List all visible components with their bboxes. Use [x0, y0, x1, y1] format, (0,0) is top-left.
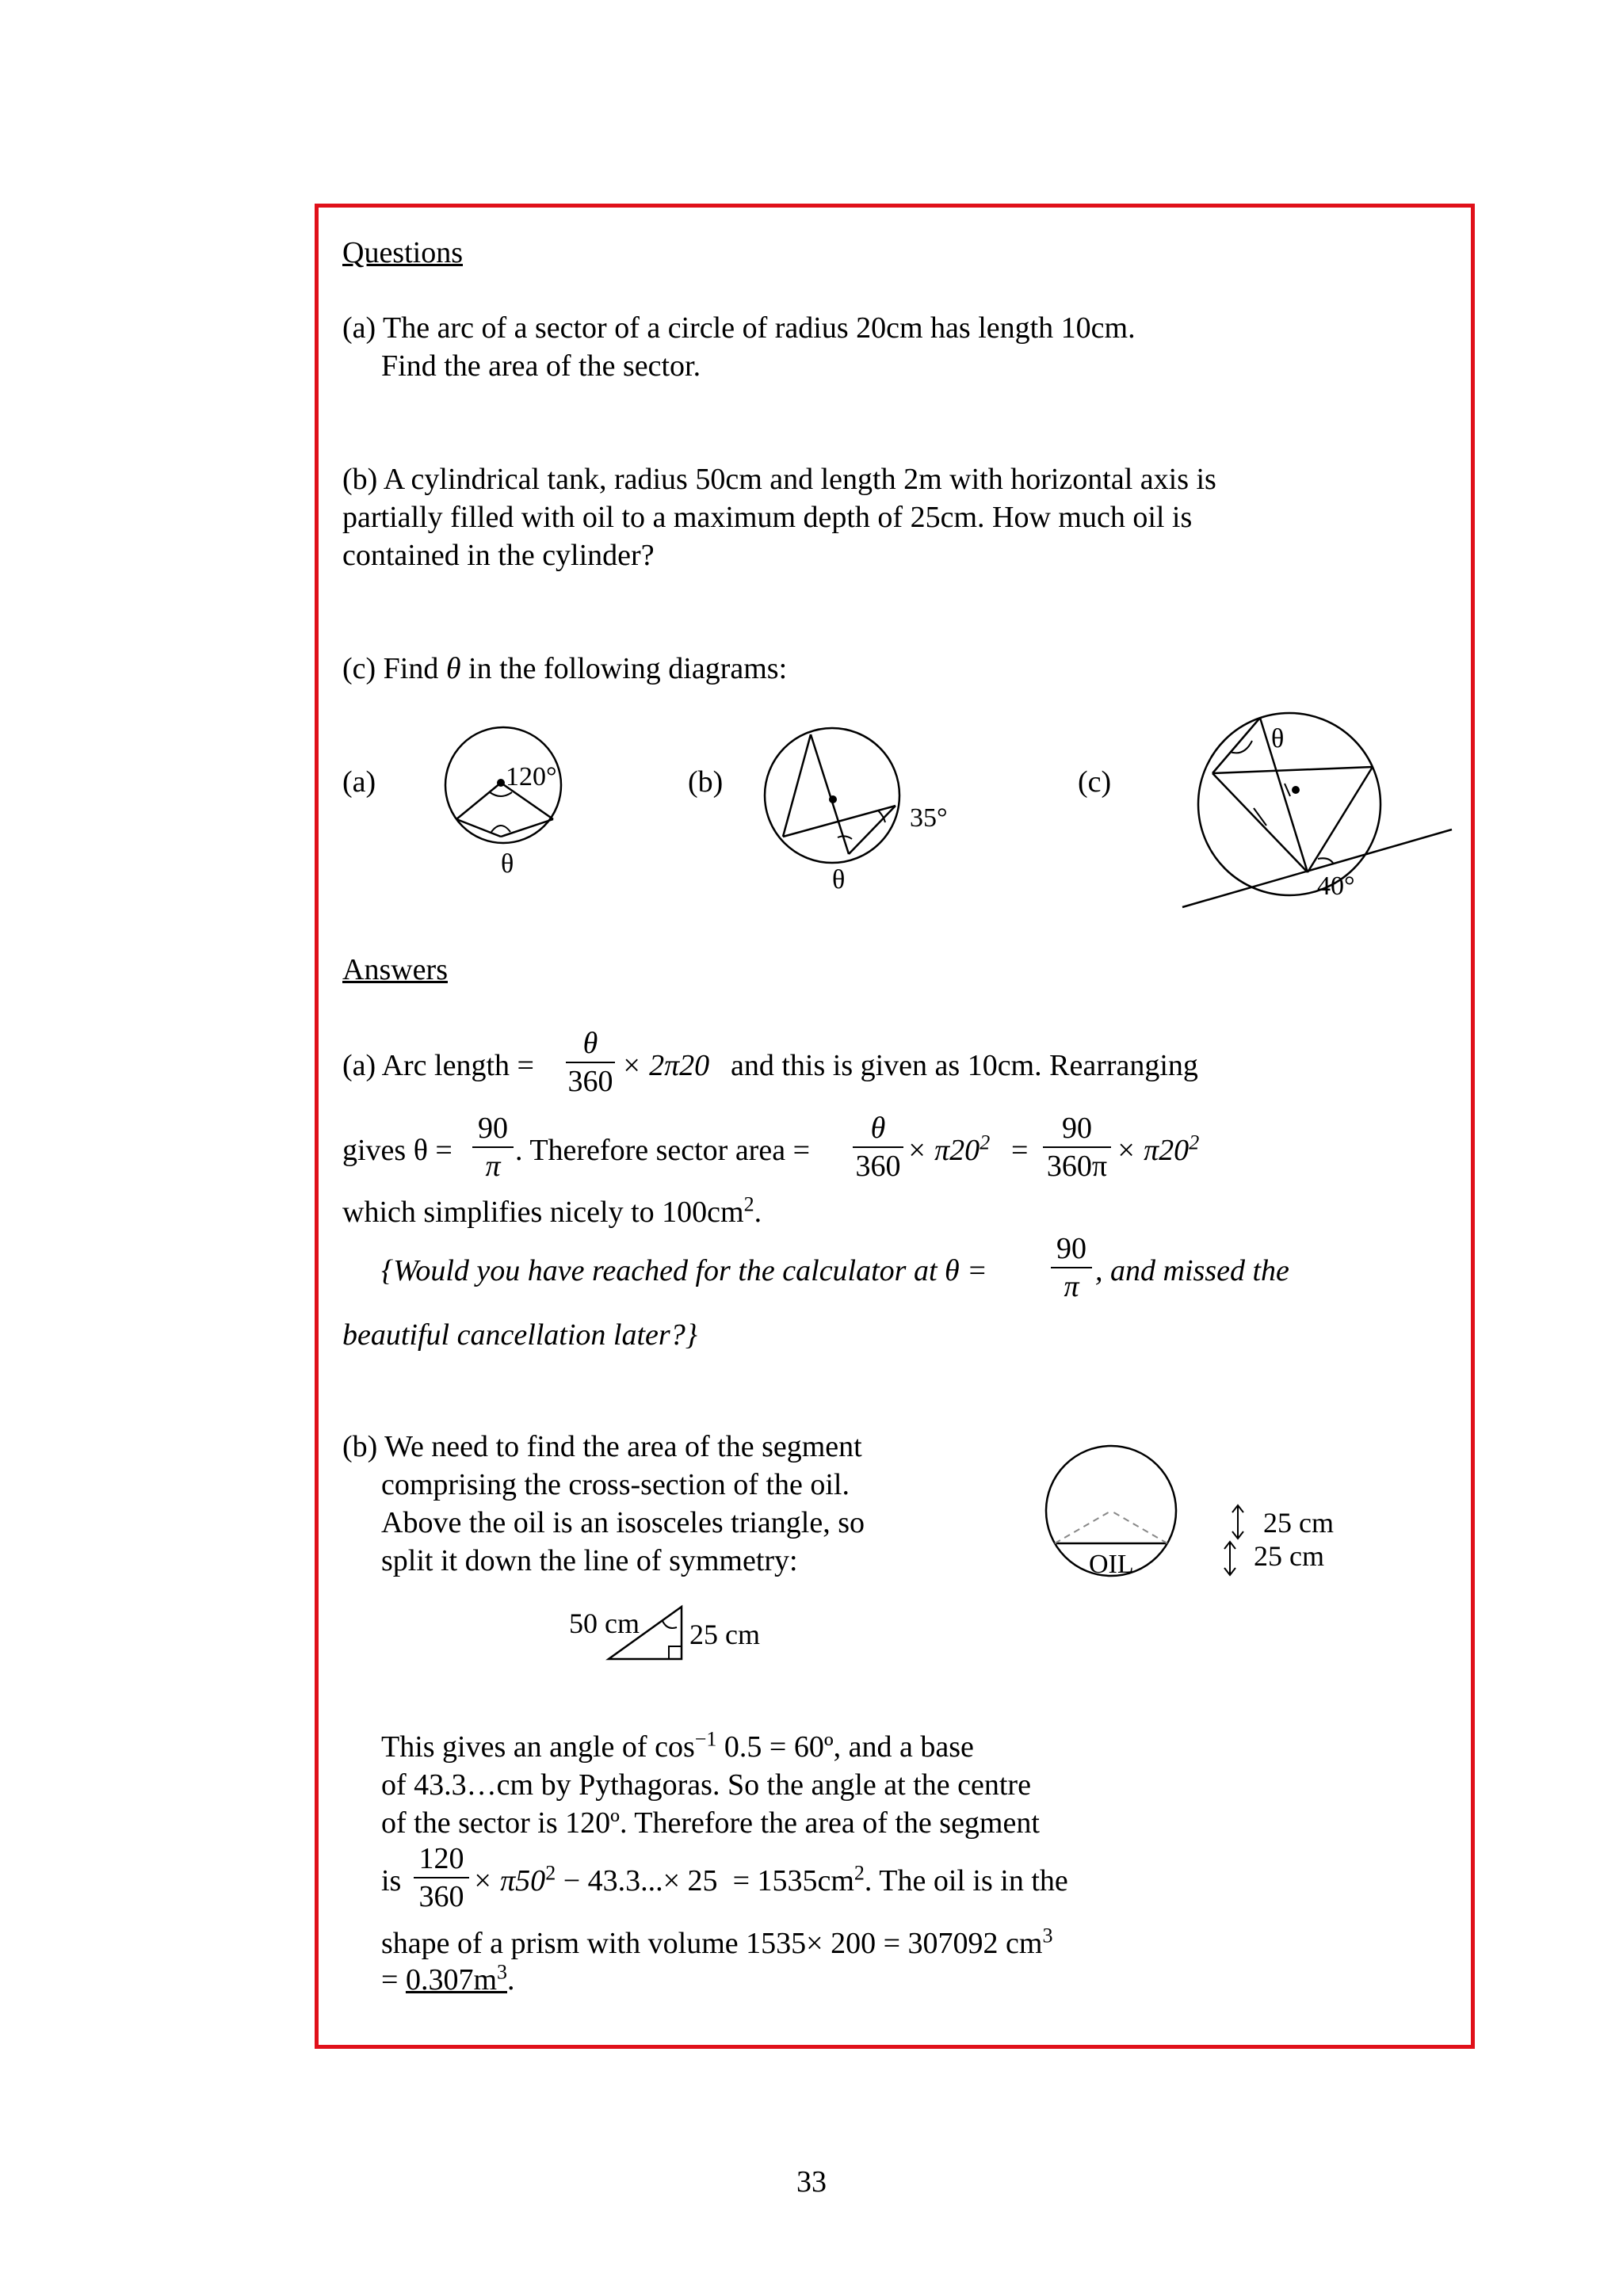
fraction-bar — [414, 1877, 469, 1878]
final-answer: $0.307m^3$ — [405, 1960, 507, 1997]
page-number: 33 — [796, 2165, 827, 2199]
diagram-c-theta: θ — [1271, 724, 1285, 753]
fraction-bar — [472, 1146, 514, 1148]
fraction-numerator: 90 — [1062, 1112, 1092, 1145]
double-arrow-icon — [1230, 1504, 1246, 1540]
answer-a-fraction-4 — [1043, 1112, 1111, 1182]
answer-b-para5: shape of a prism with volume 1535× 200 = 307092 $cm^3$ — [381, 1924, 1053, 1960]
answer-b-para3: of the sector is 120º. Therefore the area of the segment — [381, 1806, 1040, 1840]
fraction-denominator: π — [485, 1150, 501, 1183]
fraction-denominator: 360 — [855, 1150, 901, 1183]
fraction-numerator: θ — [870, 1112, 886, 1145]
questions-heading: Questions — [342, 236, 463, 269]
answer-a-prefix: (a) Arc length = — [342, 1049, 534, 1082]
answer-a-simplifies: which simplifies nicely to $100cm^2$. — [342, 1192, 762, 1229]
answer-b-fraction — [414, 1843, 469, 1913]
diagram-a-label: (a) — [342, 765, 376, 799]
answer-a-gives: gives θ = — [342, 1134, 453, 1167]
answer-a-note-part2: , and missed the — [1095, 1254, 1289, 1287]
circle-diagram-c — [1173, 709, 1458, 915]
oil-label: OIL — [1089, 1550, 1134, 1579]
diagram-a-theta: θ — [501, 849, 514, 879]
answer-a-note-fraction — [1051, 1233, 1092, 1302]
diagram-c-label: (c) — [1078, 765, 1112, 799]
answer-a-fraction-3-tail: × $\pi 20^2$ — [907, 1131, 991, 1167]
answer-a-fraction-4-tail: × $\pi 20^2$ — [1116, 1131, 1200, 1167]
question-b-line3: contained in the cylinder? — [342, 539, 655, 572]
fraction-denominator: 360π — [1046, 1150, 1108, 1183]
question-c-suffix: in the following diagrams: — [468, 652, 788, 685]
question-c-prefix: (c) Find — [342, 652, 439, 685]
question-b-line2: partially filled with oil to a maximum depth of 25cm. How much oil is — [342, 501, 1193, 534]
answer-b-line4: split it down the line of symmetry: — [381, 1544, 798, 1577]
answer-a-fraction-2 — [472, 1112, 514, 1182]
answer-a-therefore: . Therefore sector area = — [515, 1134, 811, 1167]
answer-a-note-part1: {Would you have reached for the calculator at θ = — [381, 1254, 987, 1287]
answer-b-para2: of 43.3…cm by Pythagoras. So the angle at the centre — [381, 1768, 1031, 1802]
double-arrow-icon — [1222, 1540, 1238, 1577]
triangle-side-label: 25 cm — [689, 1619, 760, 1650]
fraction-bar — [853, 1146, 903, 1148]
answer-b-segment-expression: × $\pi 50^2 - 43.3...\times 25 = 1535cm^2$. The oil is in the — [472, 1861, 1068, 1897]
answer-a-note-part3: beautiful cancellation later?} — [342, 1318, 697, 1352]
question-c-theta: θ — [445, 652, 461, 685]
answer-a-fraction-1 — [566, 1028, 615, 1097]
fraction-bar — [1051, 1267, 1092, 1268]
fraction-numerator: 90 — [478, 1112, 508, 1145]
answer-b-is: is — [381, 1864, 402, 1897]
answer-a-after: and this is given as 10cm. Rearranging — [731, 1049, 1198, 1082]
diagram-b-theta: θ — [832, 865, 846, 894]
fraction-denominator: 360 — [418, 1880, 464, 1913]
answer-b-line2: comprising the cross-section of the oil. — [381, 1468, 850, 1501]
diagram-b-label: (b) — [688, 765, 724, 799]
fraction-denominator: π — [1064, 1270, 1079, 1303]
answer-b-para1: This gives an angle of $\cos^{-1} 0.5$ = 60º, and a base — [381, 1727, 974, 1764]
circle-diagram-b — [763, 727, 901, 864]
answer-a-equals: = — [1011, 1134, 1029, 1167]
diagram-a-angle: 120° — [506, 762, 557, 791]
question-a-line2: Find the area of the sector. — [381, 349, 701, 383]
answer-b-line3: Above the oil is an isosceles triangle, so — [381, 1506, 865, 1539]
fraction-numerator: 120 — [418, 1842, 464, 1875]
question-a-line1: (a) The arc of a sector of a circle of radius 20cm has length 10cm. — [342, 311, 1136, 345]
fraction-denominator: 360 — [567, 1065, 613, 1098]
answer-b-line1: (b) We need to find the area of the segment — [342, 1430, 862, 1463]
fraction-bar — [1043, 1146, 1111, 1148]
depth-dimension-1: 25 cm — [1263, 1507, 1334, 1539]
answer-a-fraction-1-tail: × 2π20 — [621, 1049, 710, 1082]
question-b-line1: (b) A cylindrical tank, radius 50cm and length 2m with horizontal axis is — [342, 463, 1216, 496]
triangle-hypotenuse-label: 50 cm — [569, 1608, 640, 1639]
fraction-numerator: θ — [582, 1027, 598, 1060]
answer-b-final: = $0.307m^3$. — [381, 1960, 515, 1997]
fraction-bar — [566, 1062, 615, 1063]
question-c-line — [342, 650, 787, 687]
depth-dimension-2: 25 cm — [1254, 1540, 1324, 1572]
answers-heading: Answers — [342, 953, 448, 986]
diagram-b-angle: 35° — [910, 803, 948, 833]
answer-a-fraction-3 — [853, 1112, 903, 1182]
diagram-c-angle: 40° — [1317, 871, 1355, 901]
fraction-numerator: 90 — [1056, 1232, 1086, 1265]
